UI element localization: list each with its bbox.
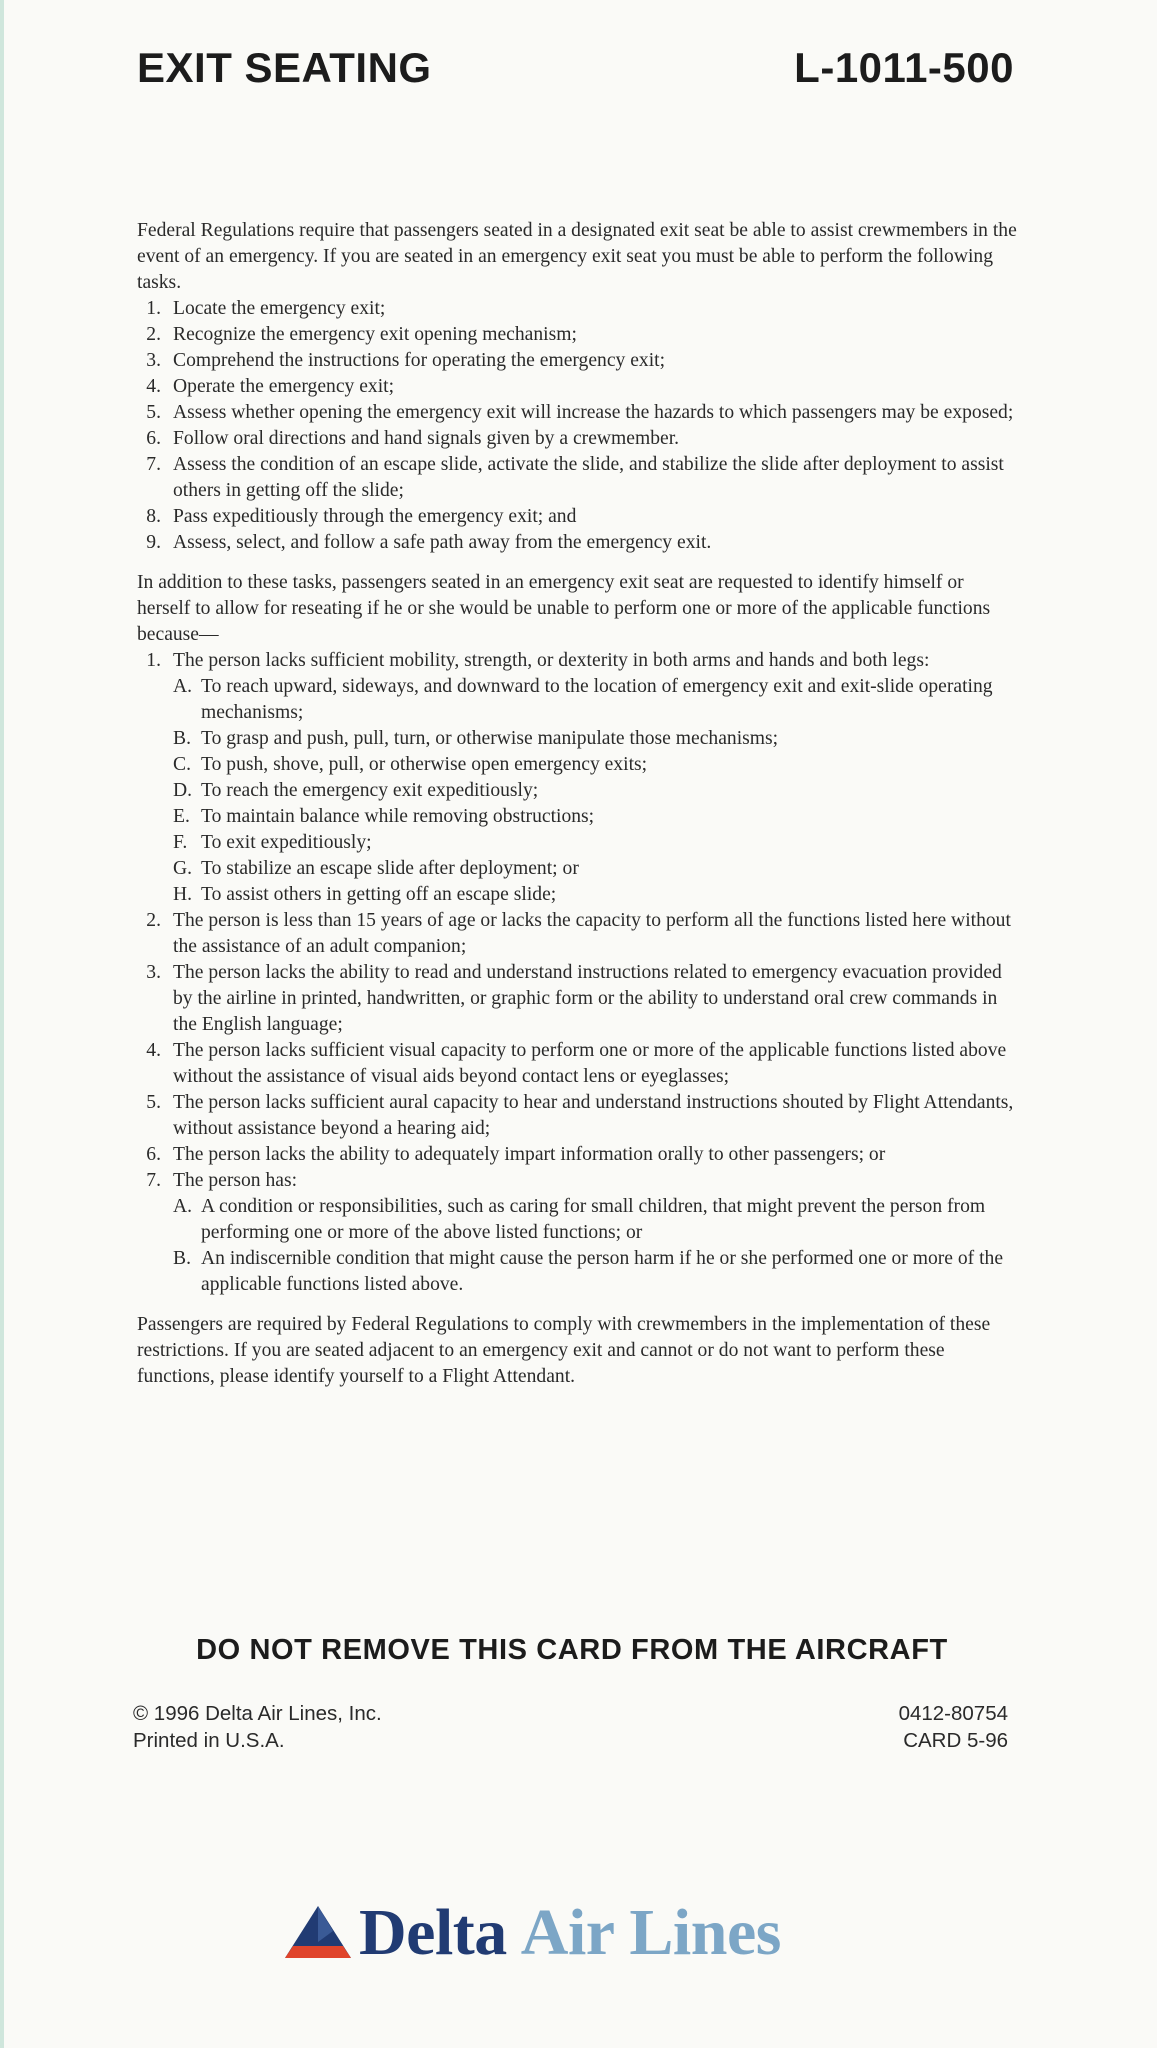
- content: [137, 218, 1017, 1390]
- condition-text: The person lacks the ability to read and understand instructions related to emergency evacuation provided by the airline in printed, handwritten, or graphic form or the ability to understand oral crew commands in the English language;: [173, 962, 1002, 1035]
- subcondition-number: A.: [173, 1196, 193, 1217]
- addition-paragraph: In addition to these tasks, passengers seated in an emergency exit seat are requested to identify himself or herself to allow for reseating if he or she would be unable to perform one or more of the applicable functions because—: [137, 572, 991, 645]
- condition-number: 6.: [146, 1144, 161, 1165]
- task-text: Locate the emergency exit;: [173, 298, 386, 319]
- subcondition-text: An indiscernible condition that might cause the person harm if he or she performed one or more of the applicable functions listed above.: [201, 1248, 1004, 1295]
- task-number: 6.: [146, 428, 161, 449]
- subcondition-text: To stabilize an escape slide after deployment; or: [201, 858, 579, 879]
- task-item: [137, 452, 1017, 504]
- subcondition-item: [173, 882, 1017, 908]
- subcondition-item: [173, 856, 1017, 882]
- condition-number: 7.: [146, 1170, 161, 1191]
- task-item: [137, 400, 1017, 426]
- subcondition-item: [173, 830, 1017, 856]
- subcondition-text: A condition or responsibilities, such as caring for small children, that might prevent the person from performing one or more of the above listed functions; or: [201, 1196, 986, 1243]
- subcondition-number: H.: [173, 884, 193, 905]
- header: [137, 44, 1014, 92]
- task-text: Follow oral directions and hand signals given by a crewmember.: [173, 428, 680, 449]
- footer-left: [133, 1700, 382, 1754]
- task-number: 7.: [146, 454, 161, 475]
- intro-paragraph: Federal Regulations require that passengers seated in a designated exit seat be able to assist crewmembers in the event of an emergency. If you are seated in an emergency exit seat you must be able to perform the following tasks.: [137, 220, 1017, 293]
- condition-number: 1.: [146, 650, 161, 671]
- card-date: CARD 5-96: [903, 1729, 1008, 1752]
- condition-sublist: [173, 674, 1017, 908]
- condition-item: [137, 908, 1017, 960]
- task-number: 5.: [146, 402, 161, 423]
- aircraft-model: L-1011-500: [794, 44, 1014, 91]
- subcondition-item: [173, 778, 1017, 804]
- condition-text: The person lacks the ability to adequately impart information orally to other passengers; or: [173, 1144, 886, 1165]
- task-text: Pass expeditiously through the emergency exit; and: [173, 506, 577, 527]
- condition-sublist: [173, 1194, 1017, 1298]
- subcondition-number: B.: [173, 1248, 191, 1269]
- subcondition-item: [173, 726, 1017, 752]
- condition-text: The person lacks sufficient mobility, strength, or dexterity in both arms and hands and both legs:: [173, 650, 930, 671]
- subcondition-item: [173, 1194, 1017, 1246]
- task-number: 8.: [146, 506, 161, 527]
- task-number: 3.: [146, 350, 161, 371]
- subcondition-number: B.: [173, 728, 191, 749]
- logo-word-air-lines: Air Lines: [520, 1896, 781, 1969]
- task-item: [137, 374, 1017, 400]
- footer: [133, 1700, 1008, 1754]
- printed-text: Printed in U.S.A.: [133, 1729, 285, 1752]
- subcondition-number: D.: [173, 780, 193, 801]
- conditions-list: [137, 648, 1017, 1298]
- delta-logo: [283, 1896, 781, 1969]
- page-title: EXIT SEATING: [137, 44, 432, 91]
- logo-word-delta: Delta: [359, 1896, 507, 1969]
- subcondition-number: A.: [173, 676, 193, 697]
- task-item: [137, 530, 1017, 556]
- subcondition-item: [173, 804, 1017, 830]
- subcondition-number: F.: [173, 832, 188, 853]
- task-text: Assess whether opening the emergency exit will increase the hazards to which passengers may be exposed;: [173, 402, 1014, 423]
- condition-text: The person has:: [173, 1170, 298, 1191]
- condition-item: [137, 1168, 1017, 1298]
- task-number: 1.: [146, 298, 161, 319]
- task-item: [137, 348, 1017, 374]
- condition-text: The person lacks sufficient visual capacity to perform one or more of the applicable functions listed above without the assistance of visual aids beyond contact lens or eyeglasses;: [173, 1040, 1007, 1087]
- task-text: Assess the condition of an escape slide, activate the slide, and stabilize the slide after deployment to assist others in getting off the slide;: [173, 454, 1004, 501]
- subcondition-item: [173, 674, 1017, 726]
- task-item: [137, 296, 1017, 322]
- condition-item: [137, 1038, 1017, 1090]
- task-number: 2.: [146, 324, 161, 345]
- subcondition-text: To reach the emergency exit expeditiously;: [201, 780, 539, 801]
- subcondition-item: [173, 1246, 1017, 1298]
- subcondition-text: To exit expeditiously;: [201, 832, 372, 853]
- task-item: [137, 504, 1017, 530]
- subcondition-text: To grasp and push, pull, turn, or otherwise manipulate those mechanisms;: [201, 728, 779, 749]
- task-text: Comprehend the instructions for operating the emergency exit;: [173, 350, 666, 371]
- task-number: 4.: [146, 376, 161, 397]
- subcondition-text: To reach upward, sideways, and downward to the location of emergency exit and exit-slide operating mechanisms;: [201, 676, 993, 723]
- task-text: Operate the emergency exit;: [173, 376, 395, 397]
- condition-number: 3.: [146, 962, 161, 983]
- subcondition-number: E.: [173, 806, 190, 827]
- task-item: [137, 426, 1017, 452]
- footer-right: [899, 1700, 1008, 1754]
- condition-item: [137, 648, 1017, 908]
- subcondition-number: G.: [173, 858, 193, 879]
- condition-number: 4.: [146, 1040, 161, 1061]
- condition-item: [137, 960, 1017, 1038]
- task-number: 9.: [146, 532, 161, 553]
- task-item: [137, 322, 1017, 348]
- copyright-text: © 1996 Delta Air Lines, Inc.: [133, 1702, 382, 1725]
- subcondition-text: To maintain balance while removing obstructions;: [201, 806, 595, 827]
- tasks-list: [137, 296, 1017, 556]
- card-edge: [0, 0, 4, 2048]
- delta-widget-icon: [283, 1904, 353, 1960]
- condition-text: The person lacks sufficient aural capacity to hear and understand instructions shouted by Flight Attendants, without assistance beyond a hearing aid;: [173, 1092, 1014, 1139]
- warning-notice: DO NOT REMOVE THIS CARD FROM THE AIRCRAFT: [196, 1634, 948, 1666]
- condition-item: [137, 1090, 1017, 1142]
- task-text: Assess, select, and follow a safe path away from the emergency exit.: [173, 532, 712, 553]
- card-code: 0412-80754: [898, 1702, 1008, 1725]
- condition-number: 2.: [146, 910, 161, 931]
- condition-number: 5.: [146, 1092, 161, 1113]
- closing-paragraph: Passengers are required by Federal Regulations to comply with crewmembers in the implementation of these restrictions. If you are seated adjacent to an emergency exit and cannot or do not want to perform these functions, please identify yourself to a Flight Attendant.: [137, 1314, 991, 1387]
- task-text: Recognize the emergency exit opening mechanism;: [173, 324, 577, 345]
- subcondition-number: C.: [173, 754, 191, 775]
- subcondition-text: To assist others in getting off an escape slide;: [201, 884, 557, 905]
- subcondition-text: To push, shove, pull, or otherwise open emergency exits;: [201, 754, 648, 775]
- subcondition-item: [173, 752, 1017, 778]
- condition-item: [137, 1142, 1017, 1168]
- condition-text: The person is less than 15 years of age or lacks the capacity to perform all the functions listed here without the assistance of an adult companion;: [173, 910, 1011, 957]
